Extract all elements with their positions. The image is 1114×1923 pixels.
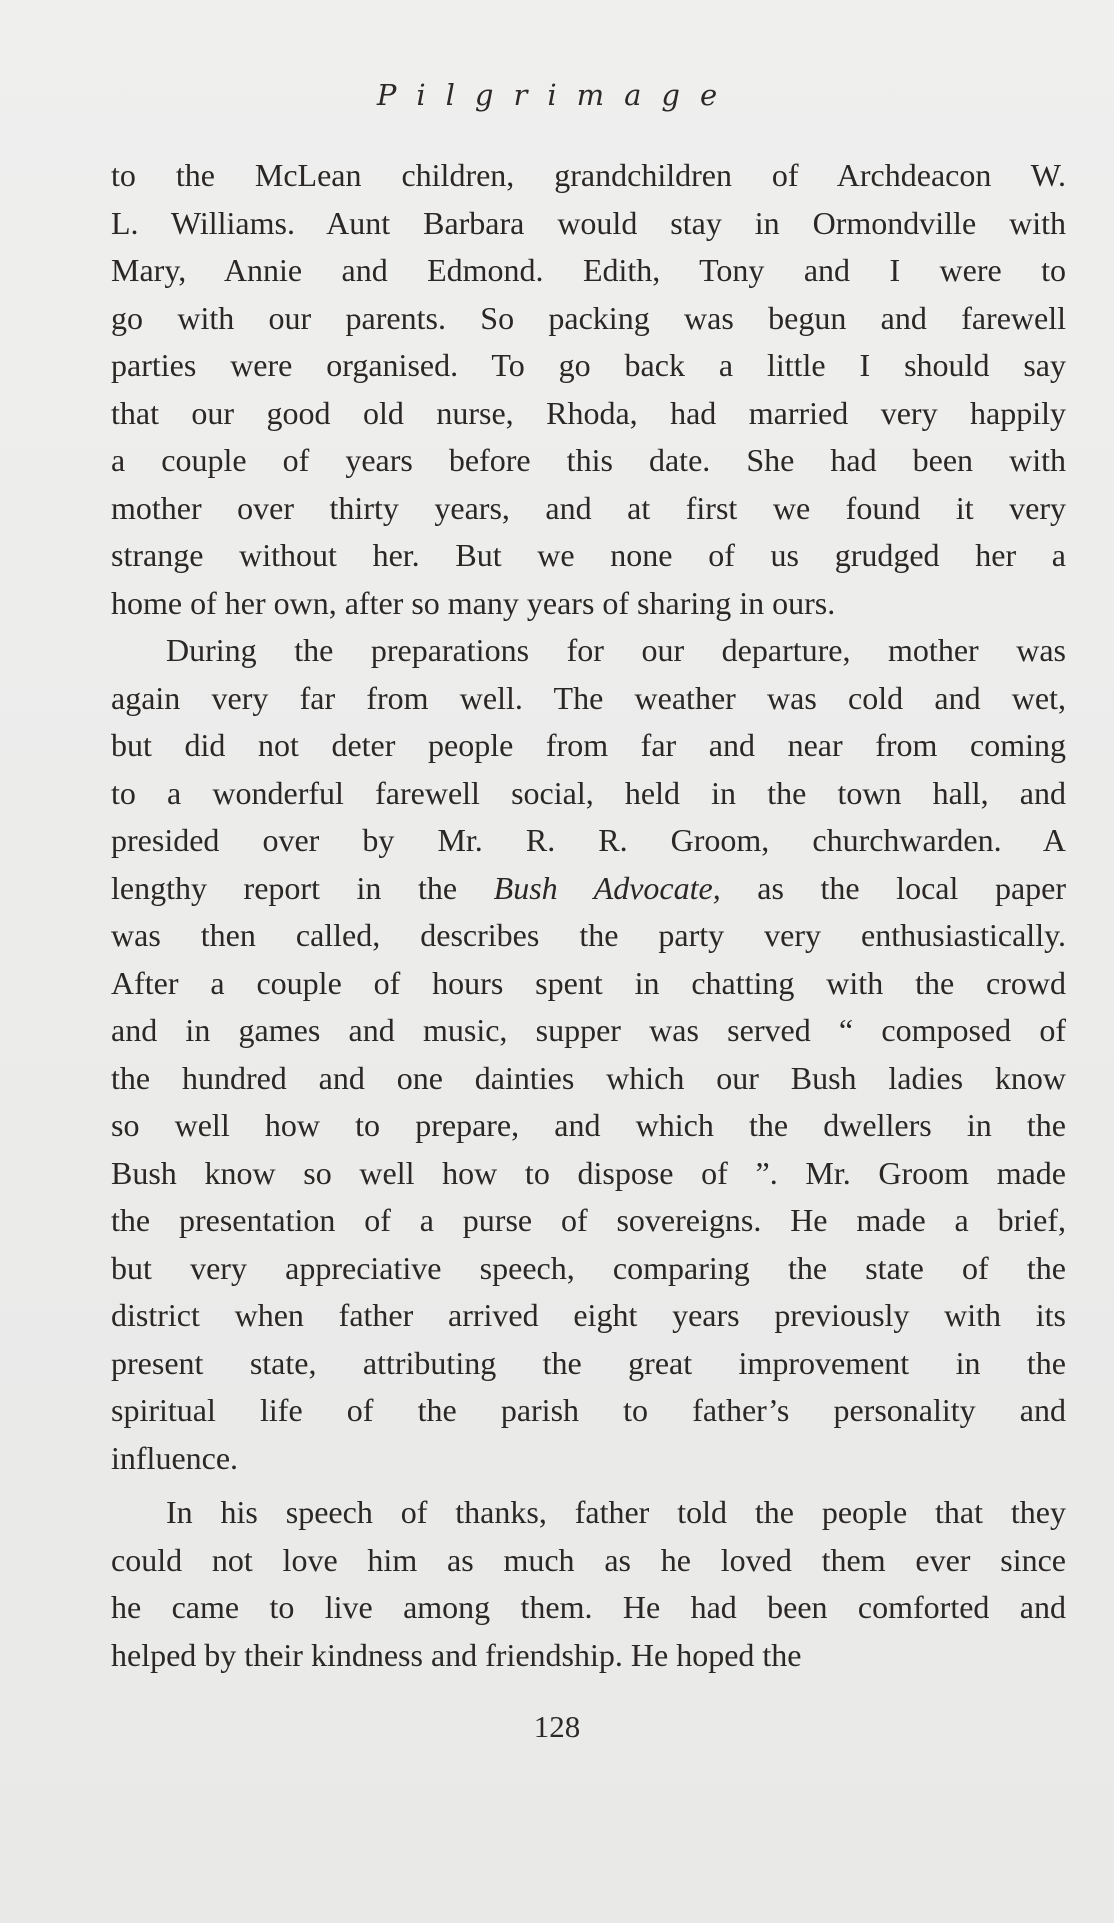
text-line — [111, 1007, 1066, 1055]
text-line — [111, 390, 1066, 438]
text-segment: as the local paper — [720, 869, 1066, 906]
text-segment: that our good old nurse, Rhoda, had married very happily — [111, 394, 1066, 431]
text-line — [111, 247, 1066, 295]
text-line — [111, 342, 1066, 390]
text-segment: L. Williams. Aunt Barbara would stay in Ormondville with — [111, 204, 1066, 241]
text-segment: the hundred and one dainties which our Bush ladies know — [111, 1059, 1066, 1096]
text-segment: the presentation of a purse of sovereigns. He made a brief, — [111, 1202, 1066, 1238]
text-line — [111, 770, 1066, 818]
text-segment: After a couple of hours spent in chatting with the crowd — [111, 964, 1066, 1001]
text-line — [111, 912, 1066, 960]
text-segment: present state, attributing the great improvement in the — [111, 1344, 1066, 1381]
text-segment: a couple of years before this date. She had been with — [111, 442, 1066, 478]
text-line — [111, 675, 1066, 723]
body-text — [111, 152, 1066, 1679]
text-line — [111, 1245, 1066, 1293]
text-segment: During the preparations for our departure, mother was — [166, 632, 1066, 668]
text-line — [111, 817, 1066, 865]
paragraph — [111, 627, 1066, 1482]
text-segment: mother over thirty years, and at first we found it very — [111, 489, 1066, 526]
text-line — [111, 1055, 1066, 1103]
text-line — [111, 1102, 1066, 1150]
text-line — [111, 1537, 1066, 1585]
text-line — [111, 1197, 1066, 1245]
text-line — [111, 485, 1066, 533]
text-line — [111, 1584, 1066, 1632]
text-segment: strange without her. But we none of us grudged her a — [111, 537, 1066, 573]
text-line — [111, 1292, 1066, 1340]
text-line — [111, 627, 1066, 675]
text-line — [111, 200, 1066, 248]
text-line — [111, 295, 1066, 343]
text-segment: parties were organised. To go back a little I should say — [111, 347, 1066, 383]
text-segment: Mary, Annie and Edmond. Edith, Tony and I were to — [111, 252, 1066, 288]
running-head: Pilgrimage — [376, 78, 738, 112]
text-segment: he came to live among them. He had been comforted and — [111, 1589, 1066, 1625]
text-segment: helped by their kindness and friendship. He hoped the — [111, 1636, 802, 1673]
paragraph — [111, 152, 1066, 627]
text-line — [111, 1632, 1066, 1680]
text-line — [111, 532, 1066, 580]
text-segment: could not love him as much as he loved them ever since — [111, 1541, 1066, 1578]
text-segment: influence. — [111, 1439, 239, 1476]
text-segment: go with our parents. So packing was begun and farewell — [111, 299, 1066, 336]
text-segment: Bush know so well how to dispose of ”. Mr. Groom made — [111, 1154, 1066, 1191]
paragraph — [111, 1489, 1066, 1679]
italic-text: Bush Advocate, — [493, 869, 721, 906]
page-number: 128 — [533, 1709, 581, 1744]
text-line — [111, 1435, 1066, 1483]
text-segment: to a wonderful farewell social, held in the town hall, and — [111, 774, 1066, 811]
text-segment: so well how to prepare, and which the dwellers in the — [111, 1107, 1066, 1143]
text-segment: home of her own, after so many years of sharing in ours. — [111, 584, 836, 621]
text-line — [111, 960, 1066, 1008]
text-line — [111, 1489, 1066, 1537]
text-line — [111, 1340, 1066, 1388]
text-segment: but did not deter people from far and near from coming — [111, 727, 1066, 763]
text-line — [111, 437, 1066, 485]
text-line — [111, 580, 1066, 628]
text-line — [111, 865, 1066, 913]
text-segment: but very appreciative speech, comparing the state of the — [111, 1249, 1066, 1286]
text-segment: lengthy report in the — [111, 869, 494, 906]
text-line — [111, 1387, 1066, 1435]
text-segment: presided over by Mr. R. R. Groom, churchwarden. A — [111, 822, 1066, 858]
text-line — [111, 1150, 1066, 1198]
text-segment: spiritual life of the parish to father’s personality and — [111, 1392, 1066, 1428]
text-segment: again very far from well. The weather was cold and wet, — [111, 679, 1066, 716]
text-segment: In his speech of thanks, father told the people that they — [166, 1494, 1066, 1530]
text-line — [111, 152, 1066, 200]
text-segment: was then called, describes the party very enthusiastically. — [111, 917, 1066, 953]
text-line — [111, 722, 1066, 770]
text-segment: district when father arrived eight years previously with its — [111, 1297, 1066, 1333]
text-segment: to the McLean children, grandchildren of Archdeacon W. — [111, 157, 1066, 193]
text-segment: and in games and music, supper was served “ composed of — [111, 1012, 1066, 1048]
